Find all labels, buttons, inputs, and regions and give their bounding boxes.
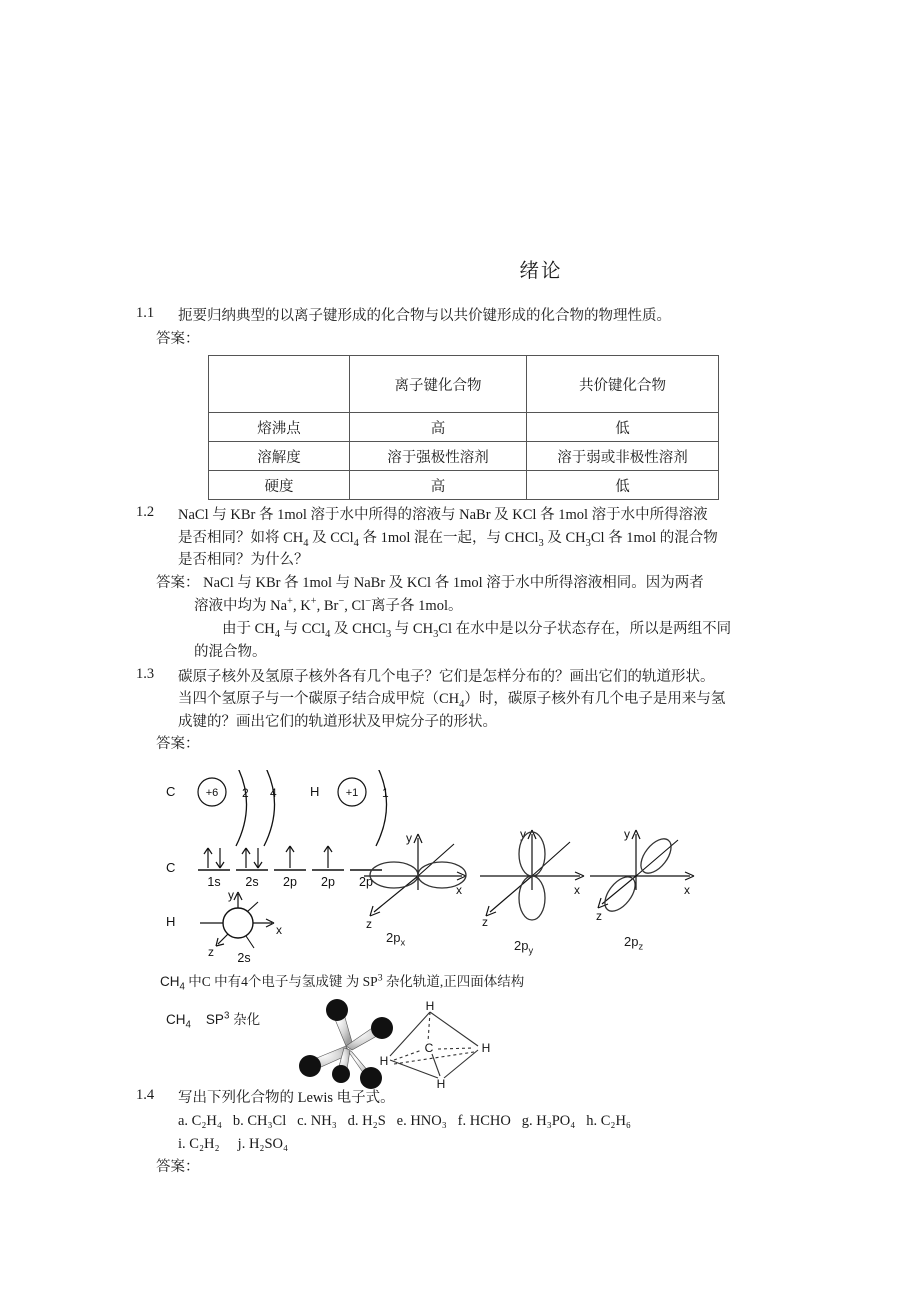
problem-1-3-line-2 (178, 688, 796, 711)
shell-arc-2 (264, 770, 275, 846)
s-orbital-element-label: H (166, 914, 176, 929)
s-orbital-label: 2s (237, 951, 251, 964)
p-orbital-z-label (624, 934, 644, 952)
compound-item: a. C₂H₄ (178, 1113, 222, 1129)
text-fragment: 及 CH (543, 529, 586, 546)
orbital-label: 2p (359, 875, 373, 889)
shell-1-count: 2 (242, 786, 249, 800)
problem-1-2-answer-4: 的混合物。 (194, 643, 267, 660)
text-fragment: ）时，碳原子核外有几个电子是用来与氢 (464, 691, 726, 707)
p-lobe-negative (599, 871, 641, 916)
subscript-4: 4 (325, 628, 331, 640)
p-orbital-x-diagram (358, 820, 480, 937)
subscript-4: 4 (353, 537, 359, 549)
p-orbital-label-sub: z (638, 941, 644, 952)
bond-dashed (428, 1012, 430, 1042)
text-fragment: , Cl (344, 597, 366, 614)
orbital-label: 2s (245, 875, 259, 889)
text-fragment: , Br (316, 597, 339, 614)
orbital-2s (236, 848, 268, 889)
problem-1-2-answer-2 (194, 595, 796, 618)
problem-1-3-line-1: 碳原子核外及氢原子核外各有几个电子？它们是怎样分布的？画出它们的轨道形状。 (178, 668, 715, 685)
answer-label: 答案： (156, 574, 200, 591)
figure-area (156, 758, 796, 1093)
superscript-plus: + (310, 595, 317, 607)
problem-1-1-answer-label: 答案： (156, 331, 200, 347)
compound-item: e. HNO₃ (396, 1113, 447, 1129)
p-orbital-label-main: 2p (514, 938, 529, 953)
ch4-hybridization-note (160, 970, 525, 993)
compound-item: i. C₂H₂ (178, 1136, 220, 1152)
table-row (209, 471, 719, 500)
bond-edge (390, 1060, 438, 1078)
subscript-3: 3 (585, 537, 591, 549)
p-orbital-y-label (514, 938, 534, 956)
page-title: 绪论 (519, 261, 563, 282)
table-header-blank (209, 356, 350, 413)
methane-tetrahedron-figure (378, 998, 538, 1095)
superscript-plus: + (287, 595, 293, 607)
s-orbital-svg (160, 886, 360, 964)
sp3-hybrid-label (166, 1008, 261, 1031)
problem-1-4-answer-label: 答案： (156, 1159, 200, 1175)
atom-label-h: H (425, 999, 435, 1013)
p-orbital-z-diagram (586, 820, 708, 937)
page-content (136, 255, 796, 1181)
text-fragment: 是否相同？如将 CH (178, 529, 304, 546)
table-cell-ionic: 高 (350, 413, 527, 442)
table-cell-covalent: 低 (527, 413, 719, 442)
axis-label-x: x (574, 883, 580, 897)
axis-label-z: z (208, 945, 214, 959)
table-cell-covalent: 低 (527, 471, 719, 500)
orbital-label: 1s (207, 875, 221, 889)
p-orbital-label-sub: y (528, 945, 534, 956)
table-cell-property: 熔沸点 (209, 413, 350, 442)
orbital-label: 2p (283, 875, 297, 889)
table-cell-covalent: 溶于弱或非极性溶剂 (527, 442, 719, 471)
text-fragment: 由于 CH (222, 620, 275, 637)
compound-list-row-1 (178, 1110, 796, 1133)
compound-item: h. C₂H₆ (586, 1113, 631, 1129)
s-orbital-diagram (160, 886, 360, 969)
subscript-4: 4 (303, 537, 309, 549)
text-fragment: 及 CHCl (330, 620, 386, 637)
table-header-covalent: 共价键化合物 (527, 356, 719, 413)
answer-text: NaCl 与 KBr 各 1mol 与 NaBr 及 KCl 各 1mol 溶于水中所得溶液相同。因为两者 (203, 574, 704, 591)
p-orbital-label-main: 2p (386, 930, 401, 945)
orbital-2p-a (274, 846, 306, 889)
problem-1-3-line-3: 成键的？画出它们的轨道形状及甲烷分子的形状。 (178, 713, 497, 730)
problem-1-2 (136, 504, 796, 664)
text-fragment: Cl 在水中是以分子状态存在，所以是两组不同 (438, 620, 732, 637)
p-orbital-label-sub: x (400, 937, 406, 948)
axis-label-y: y (228, 888, 234, 902)
axis-z (490, 876, 532, 912)
table-header-ionic: 离子键化合物 (350, 356, 527, 413)
problem-1-3 (136, 666, 796, 757)
subscript-4: 4 (274, 628, 280, 640)
text-fragment: CH (160, 974, 180, 989)
axis-label-z: z (366, 917, 372, 931)
problem-1-1 (136, 305, 796, 351)
axis-label-z: z (482, 915, 488, 929)
problem-1-2-text (178, 504, 796, 572)
subscript-3: 3 (538, 537, 544, 549)
problem-1-1-number: 1.1 (136, 305, 155, 321)
problem-1-2-line-2 (178, 527, 796, 550)
text-fragment: 及 CCl (308, 529, 354, 546)
compound-list-row-2 (178, 1133, 796, 1156)
axis-label-x: x (456, 883, 462, 897)
table-cell-ionic: 高 (350, 471, 527, 500)
bond-dashed (394, 1050, 422, 1060)
subscript-3: 3 (433, 628, 439, 640)
tetrahedron-svg (378, 998, 538, 1090)
axis-label-y: y (520, 827, 526, 841)
orbital-label: 2p (321, 875, 335, 889)
atom-label-c: C (424, 1041, 434, 1055)
problem-1-4 (136, 1087, 796, 1179)
p-orbital-y-diagram (476, 820, 598, 937)
shell-arc-1 (236, 770, 247, 846)
text-fragment: 杂化 (229, 1012, 261, 1027)
axis-label-x: x (684, 883, 690, 897)
p-orbital-z-svg (586, 820, 708, 932)
p-orbital-x-label (386, 930, 406, 948)
comparison-table (208, 355, 719, 500)
problem-1-1-text: 扼要归纳典型的以离子键形成的化合物与以共价键形成的化合物的物理性质。 (178, 308, 671, 324)
hydrogen-element-label: H (310, 784, 320, 799)
compound-item: g. H₃PO₄ (521, 1113, 576, 1129)
problem-1-4-number: 1.4 (136, 1087, 155, 1103)
axis-label-y: y (624, 827, 630, 841)
orbital-element-label: C (166, 860, 176, 875)
orbital-1s (198, 848, 230, 889)
axis-label-z: z (596, 909, 602, 923)
p-orbital-label-main: 2p (624, 934, 639, 949)
compound-item: c. NH₃ (297, 1113, 337, 1129)
problem-1-2-line-1: NaCl 与 KBr 各 1mol 溶于水中所得的溶液与 NaBr 及 KCl 各 1mol 溶于水中所得溶液 (178, 507, 708, 523)
p-lobe-positive (418, 862, 466, 888)
text-fragment: 各 1mol 混在一起，与 CHCl (358, 529, 539, 546)
problem-1-2-answer-3 (194, 618, 796, 641)
axis-z (374, 876, 418, 912)
table-cell-property: 硬度 (209, 471, 350, 500)
table-row (209, 413, 719, 442)
p-orbital-x-svg (358, 820, 480, 932)
compound-item: d. H₂S (347, 1113, 386, 1129)
problem-1-3-text (178, 666, 796, 734)
shell-1-count: 1 (382, 786, 389, 800)
text-fragment: 与 CCl (280, 620, 326, 637)
superscript-minus: − (365, 595, 372, 607)
text-fragment: 与 CH (391, 620, 434, 637)
bond-edge (430, 1012, 478, 1046)
problem-1-2-number: 1.2 (136, 504, 155, 520)
shell-2-count: 4 (270, 786, 277, 800)
text-fragment: 杂化轨道,正四面体结构 (382, 974, 525, 989)
table-cell-property: 溶解度 (209, 442, 350, 471)
p-orbital-y-svg (476, 820, 598, 932)
orbital-2p-b (312, 846, 344, 889)
problem-1-3-number: 1.3 (136, 665, 155, 682)
p-lobe-negative (370, 862, 418, 888)
compound-item: b. CH₃Cl (232, 1113, 287, 1129)
problem-1-2-line-3: 是否相同？为什么？ (178, 552, 309, 568)
bond-dashed (438, 1048, 474, 1049)
atom-label-h: H (379, 1054, 389, 1068)
text-fragment: 当四个氢原子与一个碳原子结合成甲烷（CH (178, 691, 460, 707)
atom-label-h: H (436, 1077, 446, 1090)
table-header-row (209, 356, 719, 413)
axis-label-x: x (276, 923, 282, 937)
subscript-4: 4 (459, 698, 465, 710)
nucleus-charge-label: +6 (205, 787, 219, 799)
atom-label-h: H (481, 1041, 491, 1055)
text-fragment: 中C 中有4个电子与氢成键 为 SP (184, 974, 378, 989)
subscript-4: 4 (179, 981, 185, 993)
table-row (209, 442, 719, 471)
superscript-minus: − (338, 595, 345, 607)
superscript-3: 3 (377, 972, 383, 984)
problem-1-3-answer-label: 答案： (156, 736, 200, 752)
text-fragment: Cl 各 1mol 的混合物 (590, 529, 718, 546)
s-orbital-sphere (223, 908, 253, 938)
nucleus-charge-label: +1 (345, 787, 359, 799)
table-cell-ionic: 溶于强极性溶剂 (350, 442, 527, 471)
text-fragment: 溶液中均为 Na (194, 597, 288, 614)
superscript-3: 3 (223, 1010, 230, 1022)
carbon-element-label: C (166, 784, 176, 799)
subscript-3: 3 (385, 628, 392, 640)
text-fragment: , K (292, 597, 311, 614)
text-fragment: CH (166, 1012, 186, 1027)
axis-label-y: y (406, 831, 412, 845)
problem-1-2-answer-1 (156, 572, 796, 595)
compound-item: j. H₂SO₄ (237, 1136, 289, 1152)
compound-item: f. HCHO (457, 1113, 511, 1129)
problem-1-4-text: 写出下列化合物的 Lewis 电子式。 (178, 1090, 395, 1106)
subscript-4: 4 (185, 1019, 191, 1031)
text-fragment: 离子各 1mol。 (371, 597, 463, 614)
text-fragment: SP (205, 1012, 224, 1027)
